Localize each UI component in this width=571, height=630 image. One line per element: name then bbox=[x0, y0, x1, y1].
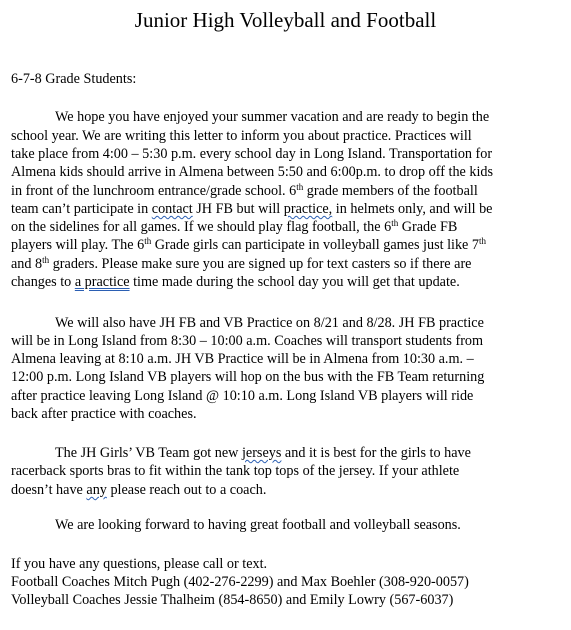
grammar-flag-any: any bbox=[86, 482, 107, 498]
text-run: in front of the lunchroom entrance/grade school. 6 bbox=[11, 183, 297, 199]
paragraph-3-line-2: racerback sports bras to fit within the tank top tops of the jersey. If your athlete bbox=[11, 463, 460, 479]
grammar-flag-a-practice: a practice bbox=[74, 274, 130, 290]
ordinal-suffix: th bbox=[42, 255, 50, 265]
ordinal-suffix: th bbox=[479, 236, 487, 246]
paragraph-2-line-5: after practice leaving Long Island @ 10:10 a.m. Long Island VB players will ride bbox=[11, 388, 474, 404]
paragraph-3-line-3 bbox=[11, 482, 266, 499]
document-title: Junior High Volleyball and Football bbox=[134, 8, 437, 32]
text-run: time made during the school day you will get that update. bbox=[129, 274, 460, 290]
paragraph-2-line-1: We will also have JH FB and VB Practice on 8/21 and 8/28. JH FB practice bbox=[55, 315, 484, 331]
closing-line-1: If you have any questions, please call or text. bbox=[11, 556, 268, 572]
text-run: please reach out to a coach. bbox=[106, 482, 267, 498]
text-run: Grade girls can participate in volleyball games just like 7 bbox=[151, 237, 479, 253]
paragraph-4: We are looking forward to having great football and volleyball seasons. bbox=[55, 517, 461, 533]
paragraph-1-line-1: We hope you have enjoyed your summer vacation and are ready to begin the bbox=[55, 109, 490, 125]
text-run: graders. Please make sure you are signed up for text casters so if there are bbox=[49, 256, 472, 272]
paragraph-1-line-6 bbox=[11, 201, 492, 218]
paragraph-3-line-1 bbox=[55, 445, 471, 462]
paragraph-1-line-5 bbox=[11, 183, 478, 200]
text-run: and 8 bbox=[11, 256, 43, 272]
paragraph-2-line-4: 12:00 p.m. Long Island VB players will hop on the bus with the FB Team returning bbox=[11, 369, 485, 385]
volleyball-coaches-contact: Volleyball Coaches Jessie Thalheim (854-8650) and Emily Lowry (567-6037) bbox=[11, 592, 454, 608]
text-run: players will play. The 6 bbox=[11, 237, 145, 253]
paragraph-1-line-7 bbox=[11, 219, 457, 236]
paragraph-1-line-3: take place from 4:00 – 5:30 p.m. every school day in Long Island. Transportation for bbox=[11, 146, 493, 162]
grammar-flag-jerseys: jerseys bbox=[241, 445, 282, 461]
paragraph-1-line-9 bbox=[11, 256, 471, 273]
text-run: The JH Girls’ VB Team got new bbox=[55, 445, 242, 461]
text-run: JH FB but will bbox=[192, 201, 284, 217]
text-run: doesn’t have bbox=[11, 482, 87, 498]
paragraph-1-line-8 bbox=[11, 237, 486, 254]
text-run: changes to bbox=[11, 274, 75, 290]
text-run: on the sidelines for all games. If we should play flag football, the 6 bbox=[11, 219, 392, 235]
text-run: in helmets only, and will be bbox=[332, 201, 493, 217]
paragraph-2-line-6: back after practice with coaches. bbox=[11, 406, 197, 422]
salutation: 6-7-8 Grade Students: bbox=[11, 71, 137, 87]
text-run: team can’t participate in bbox=[11, 201, 152, 217]
text-run: grade members of the football bbox=[303, 183, 478, 199]
ordinal-suffix: th bbox=[144, 236, 152, 246]
grammar-flag-practice: practice, bbox=[283, 201, 333, 217]
paragraph-2-line-3: Almena leaving at 8:10 a.m. JH VB Practice will be in Almena from 10:30 a.m. – bbox=[11, 351, 474, 367]
ordinal-suffix: th bbox=[296, 182, 304, 192]
football-coaches-contact: Football Coaches Mitch Pugh (402-276-2299) and Max Boehler (308-920-0057) bbox=[11, 574, 469, 590]
grammar-flag-contact: contact bbox=[151, 201, 193, 217]
paragraph-2-line-2: will be in Long Island from 8:30 – 10:00 a.m. Coaches will transport students from bbox=[11, 333, 484, 349]
paragraph-1-line-2: school year. We are writing this letter to inform you about practice. Practices will bbox=[11, 128, 472, 144]
text-run: and it is best for the girls to have bbox=[281, 445, 471, 461]
text-run: Grade FB bbox=[398, 219, 458, 235]
paragraph-1-line-10 bbox=[11, 274, 460, 291]
paragraph-1-line-4: Almena kids should arrive in Almena between 5:50 and 6:00p.m. to drop off the kids bbox=[11, 164, 494, 180]
ordinal-suffix: th bbox=[391, 218, 399, 228]
